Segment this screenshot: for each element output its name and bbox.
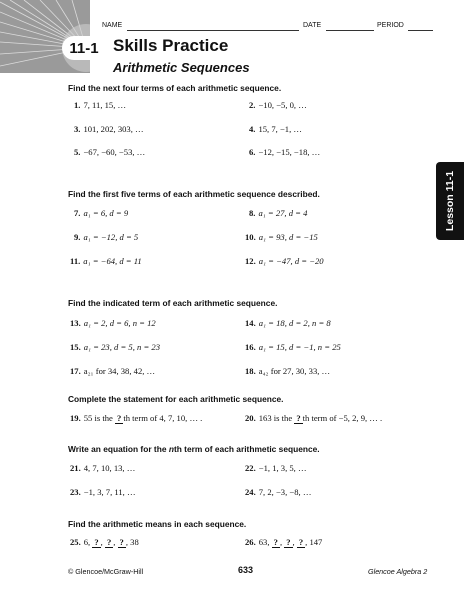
section-instruction: Complete the statement for each arithmetic sequence. xyxy=(68,394,284,404)
problem: 8. a₁ = 27, d = 4 xyxy=(249,208,308,218)
problem: 1. 7, 11, 15, … xyxy=(74,100,127,110)
problem: 23. −1, 3, 7, 11, … xyxy=(70,487,136,497)
section-instruction: Write an equation for the nth term of each arithmetic sequence. xyxy=(68,444,320,454)
problem: 12. a₁ = −47, d = −20 xyxy=(245,256,324,266)
lesson-badge: 11-1 xyxy=(62,36,106,60)
problem: 17. a₂₁ for 34, 38, 42, … xyxy=(70,366,156,376)
answer-blank[interactable]: ? xyxy=(296,413,301,423)
answer-blank[interactable]: ? xyxy=(286,537,291,547)
page-subtitle: Arithmetic Sequences xyxy=(113,60,250,75)
problem: 6. −12, −15, −18, … xyxy=(249,147,321,157)
answer-blank[interactable]: ? xyxy=(298,537,304,547)
date-field[interactable] xyxy=(326,30,374,31)
problem: 25. 6, ? , ? , ? , 38 xyxy=(70,537,139,547)
problem: 24. 7, 2, −3, −8, … xyxy=(245,487,312,497)
section-instruction: Find the indicated term of each arithmetic sequence. xyxy=(68,298,278,308)
problem: 18. a₄₂ for 27, 30, 33, … xyxy=(245,366,331,376)
problem: 20. 163 is the ? th term of −5, 2, 9, … . xyxy=(245,413,383,423)
problem: 7. a₁ = 6, d = 9 xyxy=(74,208,129,218)
name-label: NAME xyxy=(102,22,123,29)
problem: 11. a₁ = −64, d = 11 xyxy=(70,256,142,266)
answer-blank[interactable]: ? xyxy=(273,537,278,547)
footer-book-title: Glencoe Algebra 2 xyxy=(368,567,428,576)
lesson-side-tab xyxy=(436,162,464,240)
problem: 26. 63, ? , ? , ? , 147 xyxy=(245,537,323,547)
problem: 19. 55 is the ? th term of 4, 7, 10, … . xyxy=(70,413,203,423)
problem: 15. a₁ = 23, d = 5, n = 23 xyxy=(70,342,160,352)
problem: 22. −1, 1, 3, 5, … xyxy=(245,463,307,473)
problem: 13. a₁ = 2, d = 6, n = 12 xyxy=(70,318,156,328)
problem: 10. a₁ = 93, d = −15 xyxy=(245,232,318,242)
footer-copyright: © Glencoe/McGraw-Hill xyxy=(68,567,144,576)
problem: 21. 4, 7, 10, 13, … xyxy=(70,463,136,473)
period-field[interactable] xyxy=(408,30,433,31)
problem: 5. −67, −60, −53, … xyxy=(74,147,146,157)
section-instruction: Find the arithmetic means in each sequence. xyxy=(68,519,247,529)
problem: 3. 101, 202, 303, … xyxy=(74,124,144,134)
name-field[interactable] xyxy=(127,30,299,31)
problem: 16. a₁ = 15, d = −1, n = 25 xyxy=(245,342,341,352)
section-instruction: Find the next four terms of each arithmetic sequence. xyxy=(68,83,282,93)
page-title: Skills Practice xyxy=(113,36,229,55)
lesson-side-tab-label: Lesson 11-1 xyxy=(444,170,456,232)
problem: 2. −10, −5, 0, … xyxy=(249,100,307,110)
problem: 4. 15, 7, −1, … xyxy=(249,124,302,134)
period-label: PERIOD xyxy=(377,22,404,29)
answer-blank[interactable]: ? xyxy=(117,413,122,423)
page-number: 633 xyxy=(238,565,254,575)
date-label: DATE xyxy=(303,22,322,29)
answer-blank[interactable]: ? xyxy=(94,537,99,547)
problem: 9. a₁ = −12, d = 5 xyxy=(74,232,139,242)
answer-blank[interactable]: ? xyxy=(119,537,124,547)
section-instruction: Find the first five terms of each arithmetic sequence described. xyxy=(68,189,320,199)
answer-blank[interactable]: ? xyxy=(106,537,112,547)
problem: 14. a₁ = 18, d = 2, n = 8 xyxy=(245,318,331,328)
